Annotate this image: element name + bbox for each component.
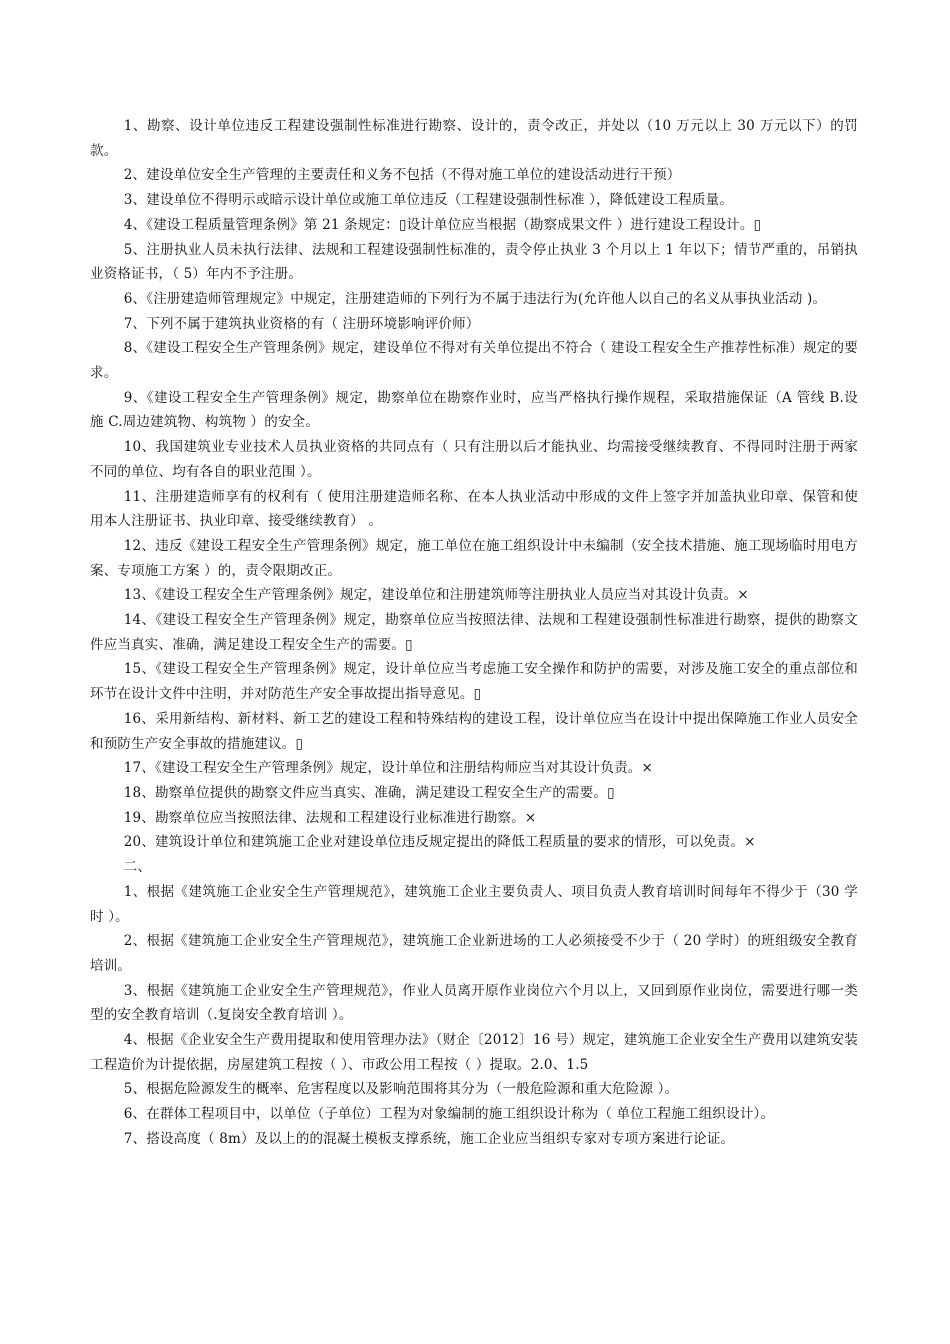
question-item: 2、根据《建筑施工企业安全生产管理规范》，建筑施工企业新进场的工人必须接受不少于（ 20 学时）的班组级安全教育培训。 [90,933,858,974]
question-item: 7、下列不属于建筑执业资格的有（ 注册环境影响评价师） [123,315,480,332]
question-item: 2、建设单位安全生产管理的主要责任和义务不包括（不得对施工单位的建设活动进行干预） [123,167,681,184]
question-item: 5、注册执业人员未执行法律、法规和工程建设强制性标准的，责令停止执业 3 个月以上 1 年以下；情节严重的，吊销执业资格证书，（ 5）年内不予注册。 [90,241,858,283]
question-item: 20、建筑设计单位和建筑施工企业对建设单位违反规定提出的降低工程质量的要求的情形，可以免责。× [123,834,756,851]
question-item: 19、勘察单位应当按照法律、法规和工程建设行业标准进行勘察。× [123,809,537,826]
question-item: 7、搭设高度（ 8m）及以上的的混凝土模板支撑系统，施工企业应当组织专家对专项方案进行论证。 [123,1130,735,1147]
question-item: 10、我国建筑业专业技术人员执业资格的共同点有（ 只有注册以后才能执业、均需接受继续教育、不得同时注册于两家不同的单位、均有各自的职业范围 ）。 [90,439,858,480]
question-item: 17、《建设工程安全生产管理条例》规定，设计单位和注册结构师应当对其设计负责。× [123,760,653,777]
document-body [90,114,858,1152]
question-item: 3、根据《建筑施工企业安全生产管理规范》，作业人员离开原作业岗位六个月以上，又回到原作业岗位，需要进行哪一类型的安全教育培训（.复岗安全教育培训 ）。 [90,982,858,1024]
question-item: 15、《建设工程安全生产管理条例》规定，设计单位应当考虑施工安全操作和防护的需要，对涉及施工安全的重点部位和环节在设计文件中注明，并对防范生产安全事故提出指导意见。▯ [90,661,858,703]
question-item: 1、根据《建筑施工企业安全生产管理规范》，建筑施工企业主要负责人、项目负责人教育培训时间每年不得少于（30 学时 ）。 [90,883,858,925]
question-item: 13、《建设工程安全生产管理条例》规定，建设单位和注册建筑师等注册执业人员应当对其设计负责。× [123,587,749,604]
question-item: 9、《建设工程安全生产管理条例》规定，勘察单位在勘察作业时，应当严格执行操作规程，采取措施保证（A 管线 B.设施 C.周边建筑物、构筑物 ）的安全。 [90,389,858,431]
question-item: 6、《注册建造师管理规定》中规定，注册建造师的下列行为不属于违法行为(允许他人以自己的名义从事执业活动 )。 [123,290,827,307]
question-item: 5、根据危险源发生的概率、危害程度以及影响范围将其分为（一般危险源和重大危险源 ）。 [123,1081,679,1098]
question-item: 1、勘察、设计单位违反工程建设强制性标准进行勘察、设计的，责令改正，并处以（10 万元以上 30 万元以下）的罚款。 [90,118,858,159]
question-item: 6、在群体工程项目中，以单位（子单位）工程为对象编制的施工组织设计称为（ 单位工程施工组织设计）。 [123,1106,775,1123]
question-item: 12、违反《建设工程安全生产管理条例》规定，施工单位在施工组织设计中未编制（安全技术措施、施工现场临时用电方案、专项施工方案 ）的，责令限期改正。 [90,537,858,579]
question-item: 4、根据《企业安全生产费用提取和使用管理办法》（财企〔2012〕16 号）规定，建筑施工企业安全生产费用以建筑安装工程造价为计提依据，房屋建筑工程按（ ）、市政公用工程按（ ）提取。2.0、1.5 [90,1032,858,1073]
question-item: 11、注册建造师享有的权利有（ 使用注册建造师名称、在本人执业活动中形成的文件上签字并加盖执业印章、保管和使用本人注册证书、执业印章、接受继续教育） 。 [90,488,858,530]
question-item: 18、勘察单位提供的勘察文件应当真实、准确，满足建设工程安全生产的需要。▯ [123,784,615,801]
question-item: 14、《建设工程安全生产管理条例》规定，勘察单位应当按照法律、法规和工程建设强制性标准进行勘察，提供的勘察文件应当真实、准确，满足建设工程安全生产的需要。▯ [90,612,858,653]
question-item: 16、采用新结构、新材料、新工艺的建设工程和特殊结构的建设工程，设计单位应当在设计中提出保障施工作业人员安全和预防生产安全事故的措施建议。▯ [90,710,858,752]
section-heading: 二、 [123,859,152,876]
question-item: 4、《建设工程质量管理条例》第 21 条规定：▯设计单位应当根据（勘察成果文件 ）进行建设工程设计。▯ [123,216,762,233]
question-item: 3、建设单位不得明示或暗示设计单位或施工单位违反（工程建设强制性标准 ），降低建设工程质量。 [123,192,734,209]
question-item: 8、《建设工程安全生产管理条例》规定，建设单位不得对有关单位提出不符合（ 建设工程安全生产推荐性标准）规定的要求。 [90,340,858,382]
